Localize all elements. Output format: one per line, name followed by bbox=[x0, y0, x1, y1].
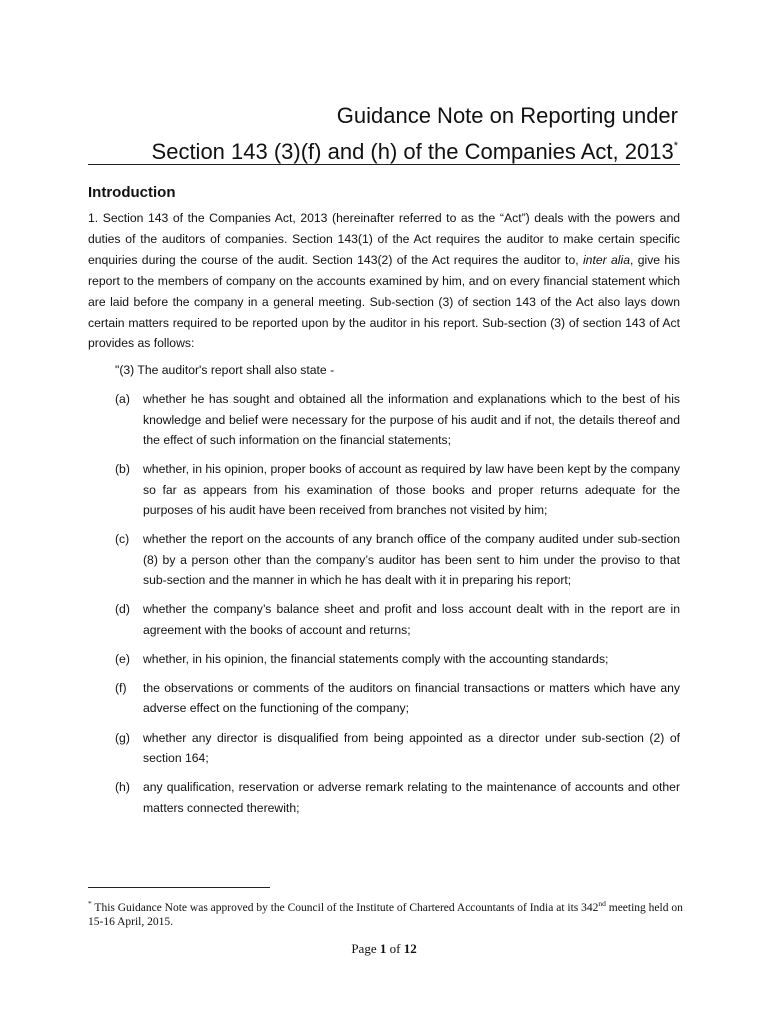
intro-paragraph-part-2: , give his report to the members of company on the accounts examined by him, and on every financial statement which are laid before the company in a general meeting. Sub-section (3) of section 143 of the Act also lays down certain matters required to be reported upon by the auditor in his report. Sub-section (3) of section 143 of Act provides as follows: bbox=[88, 252, 680, 351]
footnote-text-2: meeting held on 15-16 April, 2015. bbox=[88, 902, 683, 928]
list-item-label: (h) bbox=[115, 780, 130, 795]
list-item-label: (a) bbox=[115, 392, 130, 406]
list-item bbox=[115, 529, 680, 591]
footnote-ordinal: nd bbox=[598, 899, 606, 908]
title-footnote-mark: * bbox=[673, 140, 678, 152]
title-line-2 bbox=[78, 131, 678, 167]
title-line-2-text: Section 143 (3)(f) and (h) of the Companies Act, 2013 bbox=[151, 139, 674, 164]
list-item bbox=[115, 459, 680, 521]
footnote-divider bbox=[88, 887, 270, 888]
page-current: 1 bbox=[379, 941, 387, 956]
list-item-text: whether he has sought and obtained all the information and explanations which to the best of his knowledge and belief were necessary for the purpose of his audit and if not, the details thereof and the effect of such information on the financial statements; bbox=[143, 392, 680, 447]
intro-paragraph-italic: inter alia bbox=[582, 252, 630, 267]
list-item-label: (e) bbox=[115, 651, 130, 666]
list-item bbox=[115, 777, 680, 818]
intro-paragraph-part-1: 1. Section 143 of the Companies Act, 2013 (hereinafter referred to as the “Act”) deals with the powers and duties of the auditors of companies. Section 143(1) of the Act requires the auditor to make certain specific enquiries during the course of the audit. Section 143(2) of the Act requires the auditor to, bbox=[88, 211, 680, 267]
list-item bbox=[115, 649, 680, 670]
page-total: 12 bbox=[403, 941, 417, 956]
list-item-text: any qualification, reservation or adverse remark relating to the maintenance of accounts and other matters connected therewith; bbox=[143, 780, 680, 815]
footnote bbox=[88, 897, 688, 929]
section-heading: Introduction bbox=[88, 184, 176, 201]
clause-list bbox=[115, 389, 680, 827]
title-divider bbox=[88, 164, 680, 165]
list-item-text: whether, in his opinion, the financial statements comply with the accounting standards; bbox=[143, 651, 609, 666]
list-item-label: (c) bbox=[115, 532, 130, 547]
list-item-label: (d) bbox=[115, 602, 130, 617]
document-title bbox=[78, 100, 678, 167]
list-item-label: (g) bbox=[115, 730, 130, 745]
footnote-text-1: This Guidance Note was approved by the Council of the Institute of Chartered Accountants of India at its 342 bbox=[91, 902, 599, 914]
list-item bbox=[115, 728, 680, 769]
list-item-text: whether any director is disqualified from being appointed as a director under sub-section (2) of section 164; bbox=[143, 730, 680, 766]
list-item-label: (b) bbox=[115, 462, 130, 477]
intro-paragraph bbox=[88, 208, 680, 354]
list-item-text: the observations or comments of the auditors on financial transactions or matters which have any adverse effect on the functioning of the company; bbox=[143, 680, 680, 716]
list-item-text: whether the company’s balance sheet and profit and loss account dealt with in the report are in agreement with the books of account and returns; bbox=[143, 602, 680, 637]
list-item bbox=[115, 389, 680, 451]
footnote-mark: * bbox=[88, 899, 92, 908]
list-item bbox=[115, 678, 680, 719]
page-of: of bbox=[386, 941, 404, 956]
title-line-1: Guidance Note on Reporting under bbox=[336, 103, 678, 128]
list-item-text: whether, in his opinion, proper books of account as required by law have been kept by the company so far as appears from his examination of those books and proper returns adequate for the purposes of his audit have been received from branches not visited by him; bbox=[143, 462, 680, 518]
page-number bbox=[0, 941, 768, 957]
page-word: Page bbox=[351, 941, 380, 956]
list-item-label: (f) bbox=[115, 680, 127, 695]
quote-intro: "(3) The auditor's report shall also state - bbox=[115, 363, 335, 377]
list-item-text: whether the report on the accounts of any branch office of the company audited under sub-section (8) by a person other than the company’s auditor has been sent to him under the proviso to that sub-section and the manner in which he has dealt with it in preparing his report; bbox=[143, 532, 680, 588]
list-item bbox=[115, 599, 680, 640]
